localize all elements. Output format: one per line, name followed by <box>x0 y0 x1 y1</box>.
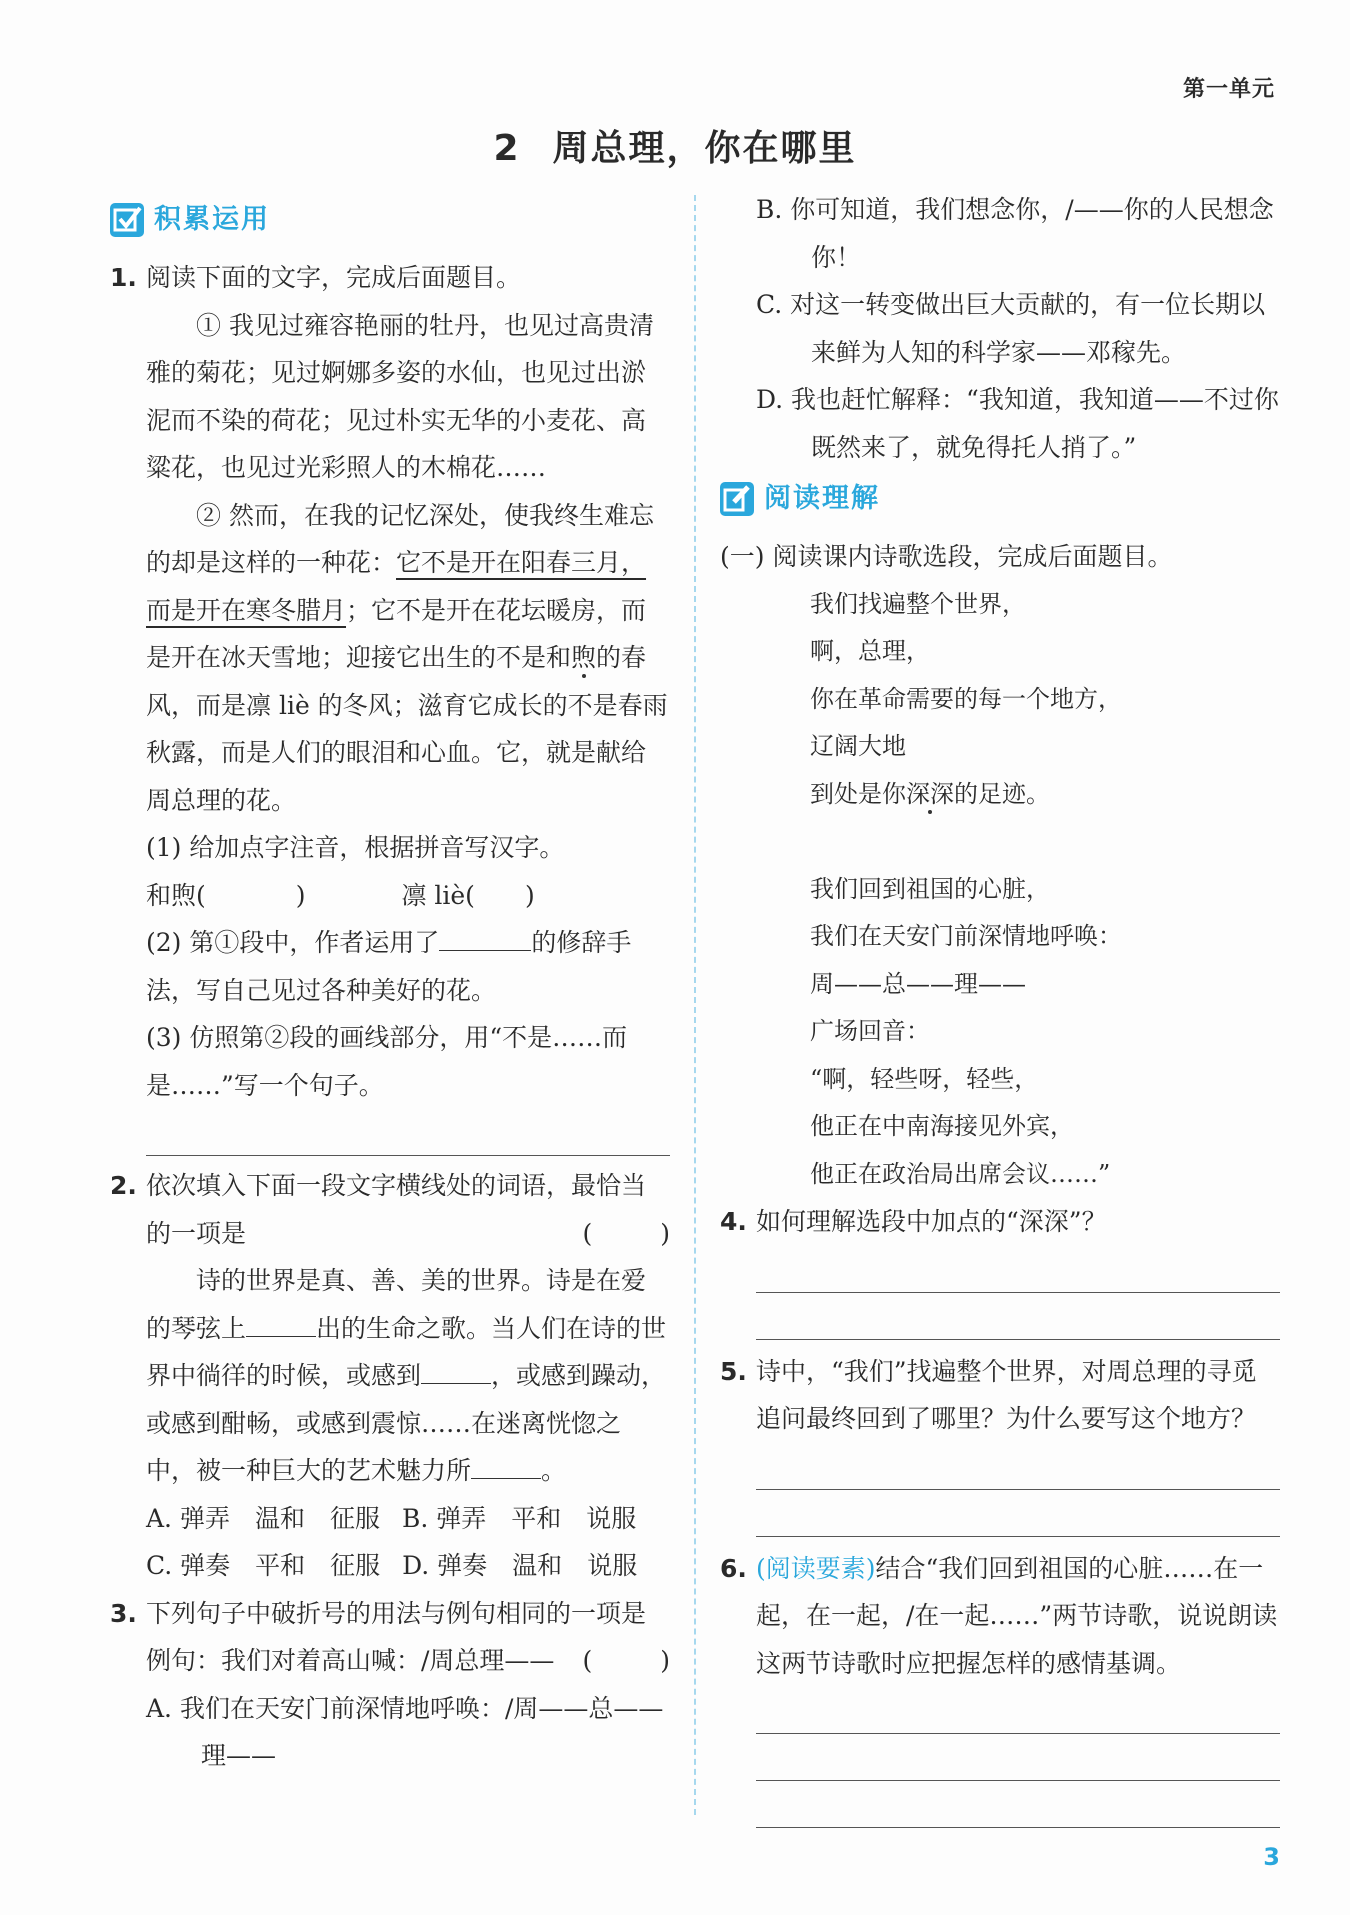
checkbox-icon <box>110 203 144 237</box>
poem-excerpt <box>720 581 1280 1199</box>
lesson-title <box>0 120 1350 171</box>
passage-text: ，或感到躁动，或感到酣畅，或感到震惊……在迷离恍惚之中，被一种巨大的艺术魅力所 <box>146 1361 667 1485</box>
answer-line[interactable] <box>146 1109 670 1156</box>
question-4 <box>720 1198 1280 1340</box>
right-column <box>720 186 1280 1828</box>
subquestion-2 <box>146 919 670 1014</box>
question-6 <box>720 1545 1280 1829</box>
stanza-gap <box>810 818 1280 866</box>
question-number: 3. <box>110 1598 137 1628</box>
question-3 <box>110 1590 700 1780</box>
option-d[interactable]: D. 弹奏 温和 说服 <box>402 1551 638 1580</box>
option-d[interactable]: D. 我也赶忙解释：“我知道，我知道——不过你既然来了，就免得托人捎了。” <box>756 385 1279 462</box>
column-divider <box>694 195 696 1815</box>
passage-text: ② 然而，在我的记忆深处，使我终生难忘的却是这样的一种花： <box>146 500 654 577</box>
poem-line: 辽阔大地 <box>810 732 906 760</box>
question-number: 2. <box>110 1171 137 1200</box>
section-accumulate <box>110 194 670 246</box>
dotted-char: 煦 <box>571 643 597 672</box>
answer-paren[interactable]: ( ) <box>582 1218 700 1248</box>
poem-line: 我们回到祖国的心脏， <box>810 874 1050 903</box>
passage-paragraph-2 <box>146 492 670 825</box>
passage-text: 出的生命之歌。当人们在诗的世界中徜徉的时候，或感到 <box>146 1313 667 1390</box>
pinyin-prompt-a: 和煦( <box>146 880 206 910</box>
question-stem <box>756 1545 1280 1688</box>
section-title: 积累运用 <box>154 204 270 236</box>
answer-blank[interactable] <box>206 879 296 904</box>
poem-line <box>810 771 1280 819</box>
passage-paragraph-1: ① 我见过雍容艳丽的牡丹，也见过高贵清雅的菊花；见过婀娜多姿的水仙，也见过出淤泥而不染的荷花；见过朴实无华的小麦花、高粱花，也见过光彩照人的木棉花…… <box>146 310 654 482</box>
poem-line: 我们找遍整个世界， <box>810 589 1026 618</box>
option-b[interactable]: B. 你可知道，我们想念你，/——你的人民想念你！ <box>756 195 1274 272</box>
question-stem: 诗中，“我们”找遍整个世界，对周总理的寻觅追问最终回到了哪里？为什么要写这个地方？ <box>756 1356 1257 1433</box>
subquestion-text: 的修辞手法，写自己见过各种美好的花。 <box>146 928 632 1005</box>
passage-text: 的春风，而是凛 liè 的冬风；滋育它成长的不是春雨秋露，而是人们的眼泪和心血。它，就是献给周总理的花。 <box>146 643 668 815</box>
question-1 <box>110 254 670 1156</box>
answer-blank[interactable] <box>421 1358 491 1384</box>
answer-line[interactable] <box>756 1734 1280 1781</box>
poem-line: 他正在中南海接见外宾， <box>810 1112 1074 1140</box>
underlined-text: 它不是开在阳春三月，而是开在寒冬腊月 <box>146 548 647 625</box>
subquestion-1-blanks <box>146 872 670 920</box>
options-row-1 <box>146 1495 670 1543</box>
poem-line: “啊，轻些呀，轻些， <box>810 1064 1039 1093</box>
pinyin-prompt-b: 凛 liè( <box>401 880 475 910</box>
poem-line: 我们在天安门前深情地呼唤： <box>810 922 1122 950</box>
option-c[interactable]: C. 对这一转变做出巨大贡献的，有一位长期以来鲜为人知的科学家——邓稼先。 <box>756 290 1266 367</box>
lesson-number: 2 <box>493 128 521 169</box>
option-a[interactable]: A. 我们在天安门前深情地呼唤：/周——总——理—— <box>146 1693 664 1770</box>
poem-line: 他正在政治局出席会议……” <box>810 1159 1111 1188</box>
stem-text: 下列句子中破折号的用法与例句相同的一项是 <box>146 1598 647 1628</box>
subquestion-1: (1) 给加点字注音，根据拼音写汉字。 <box>146 833 565 862</box>
question-2 <box>110 1162 700 1590</box>
answer-line[interactable] <box>756 1246 1280 1293</box>
stem-text: 依次填入下面一段文字横线处的词语，最恰当的一项是 <box>146 1171 647 1248</box>
page-number: 3 <box>1263 1843 1280 1871</box>
unit-label: 第一单元 <box>1182 77 1275 102</box>
option-a[interactable]: A. 弹弄 温和 征服 <box>146 1503 380 1533</box>
dotted-word <box>906 780 954 808</box>
passage-text: ；它不是开在花坛暖房，而是开在冰天雪地；迎接它出生的不是和 <box>146 595 647 672</box>
question-stem: 如何理解选段中加点的“深深”？ <box>756 1207 1107 1236</box>
answer-blank[interactable] <box>439 925 531 951</box>
pencil-icon <box>720 482 754 516</box>
dotted-chars: 深深 <box>906 779 954 808</box>
poem-text: 的足迹。 <box>954 779 1050 808</box>
section-title: 阅读理解 <box>764 483 880 515</box>
question-3-continued <box>720 186 1280 471</box>
reading-intro: (一) 阅读课内诗歌选段，完成后面题目。 <box>720 542 1173 571</box>
paren-close: ) <box>295 880 306 910</box>
passage-text: 。 <box>541 1456 567 1485</box>
question-number: 1. <box>110 263 137 292</box>
poem-line: 啊，总理， <box>810 637 930 665</box>
poem-line: 你在革命需要的每一个地方， <box>810 684 1122 713</box>
answer-line[interactable] <box>756 1781 1280 1828</box>
question-stem <box>146 1162 700 1257</box>
answer-blank[interactable] <box>471 1453 541 1479</box>
subquestion-text: (2) 第①段中，作者运用了 <box>146 928 440 957</box>
example-sentence: 例句：我们对着高山喊：/周总理—— <box>146 1646 555 1675</box>
option-b[interactable]: B. 弹弄 平和 说服 <box>401 1503 637 1533</box>
fill-passage <box>146 1257 670 1495</box>
passage-text: 诗的世界是真、善、美的世界。诗是在爱的琴弦上 <box>146 1266 647 1343</box>
subquestion-3: (3) 仿照第②段的画线部分，用“不是……而是……”写一个句子。 <box>146 1023 628 1100</box>
question-number: 6. <box>720 1553 747 1583</box>
poem-text: 到处是你 <box>810 779 906 808</box>
answer-blank[interactable] <box>475 879 525 904</box>
answer-line[interactable] <box>756 1687 1280 1734</box>
answer-blank[interactable] <box>246 1311 316 1337</box>
question-number: 5. <box>720 1356 747 1386</box>
lesson-title-text: 周总理，你在哪里 <box>552 128 857 169</box>
paren-close: ) <box>524 880 535 910</box>
answer-paren[interactable]: ( ) <box>582 1646 700 1675</box>
reading-element-tag: (阅读要素) <box>756 1553 876 1583</box>
answer-line[interactable] <box>756 1293 1280 1340</box>
answer-line[interactable] <box>756 1490 1280 1537</box>
poem-line: 广场回音： <box>810 1017 930 1045</box>
question-stem: 阅读下面的文字，完成后面题目。 <box>146 263 522 292</box>
option-c[interactable]: C. 弹奏 平和 征服 <box>146 1551 381 1580</box>
question-number: 4. <box>720 1207 747 1236</box>
section-reading <box>720 473 1280 525</box>
stem-text: 结合“我们回到祖国的心脏……在一起，在一起，/在一起……”两节诗歌，说说朗读这两节诗歌时应把握怎样的感情基调。 <box>756 1553 1278 1678</box>
question-5 <box>720 1348 1280 1537</box>
answer-line[interactable] <box>756 1443 1280 1490</box>
left-column <box>110 190 700 1780</box>
poem-line: 周——总——理—— <box>810 969 1026 998</box>
options-row-2 <box>146 1542 670 1590</box>
